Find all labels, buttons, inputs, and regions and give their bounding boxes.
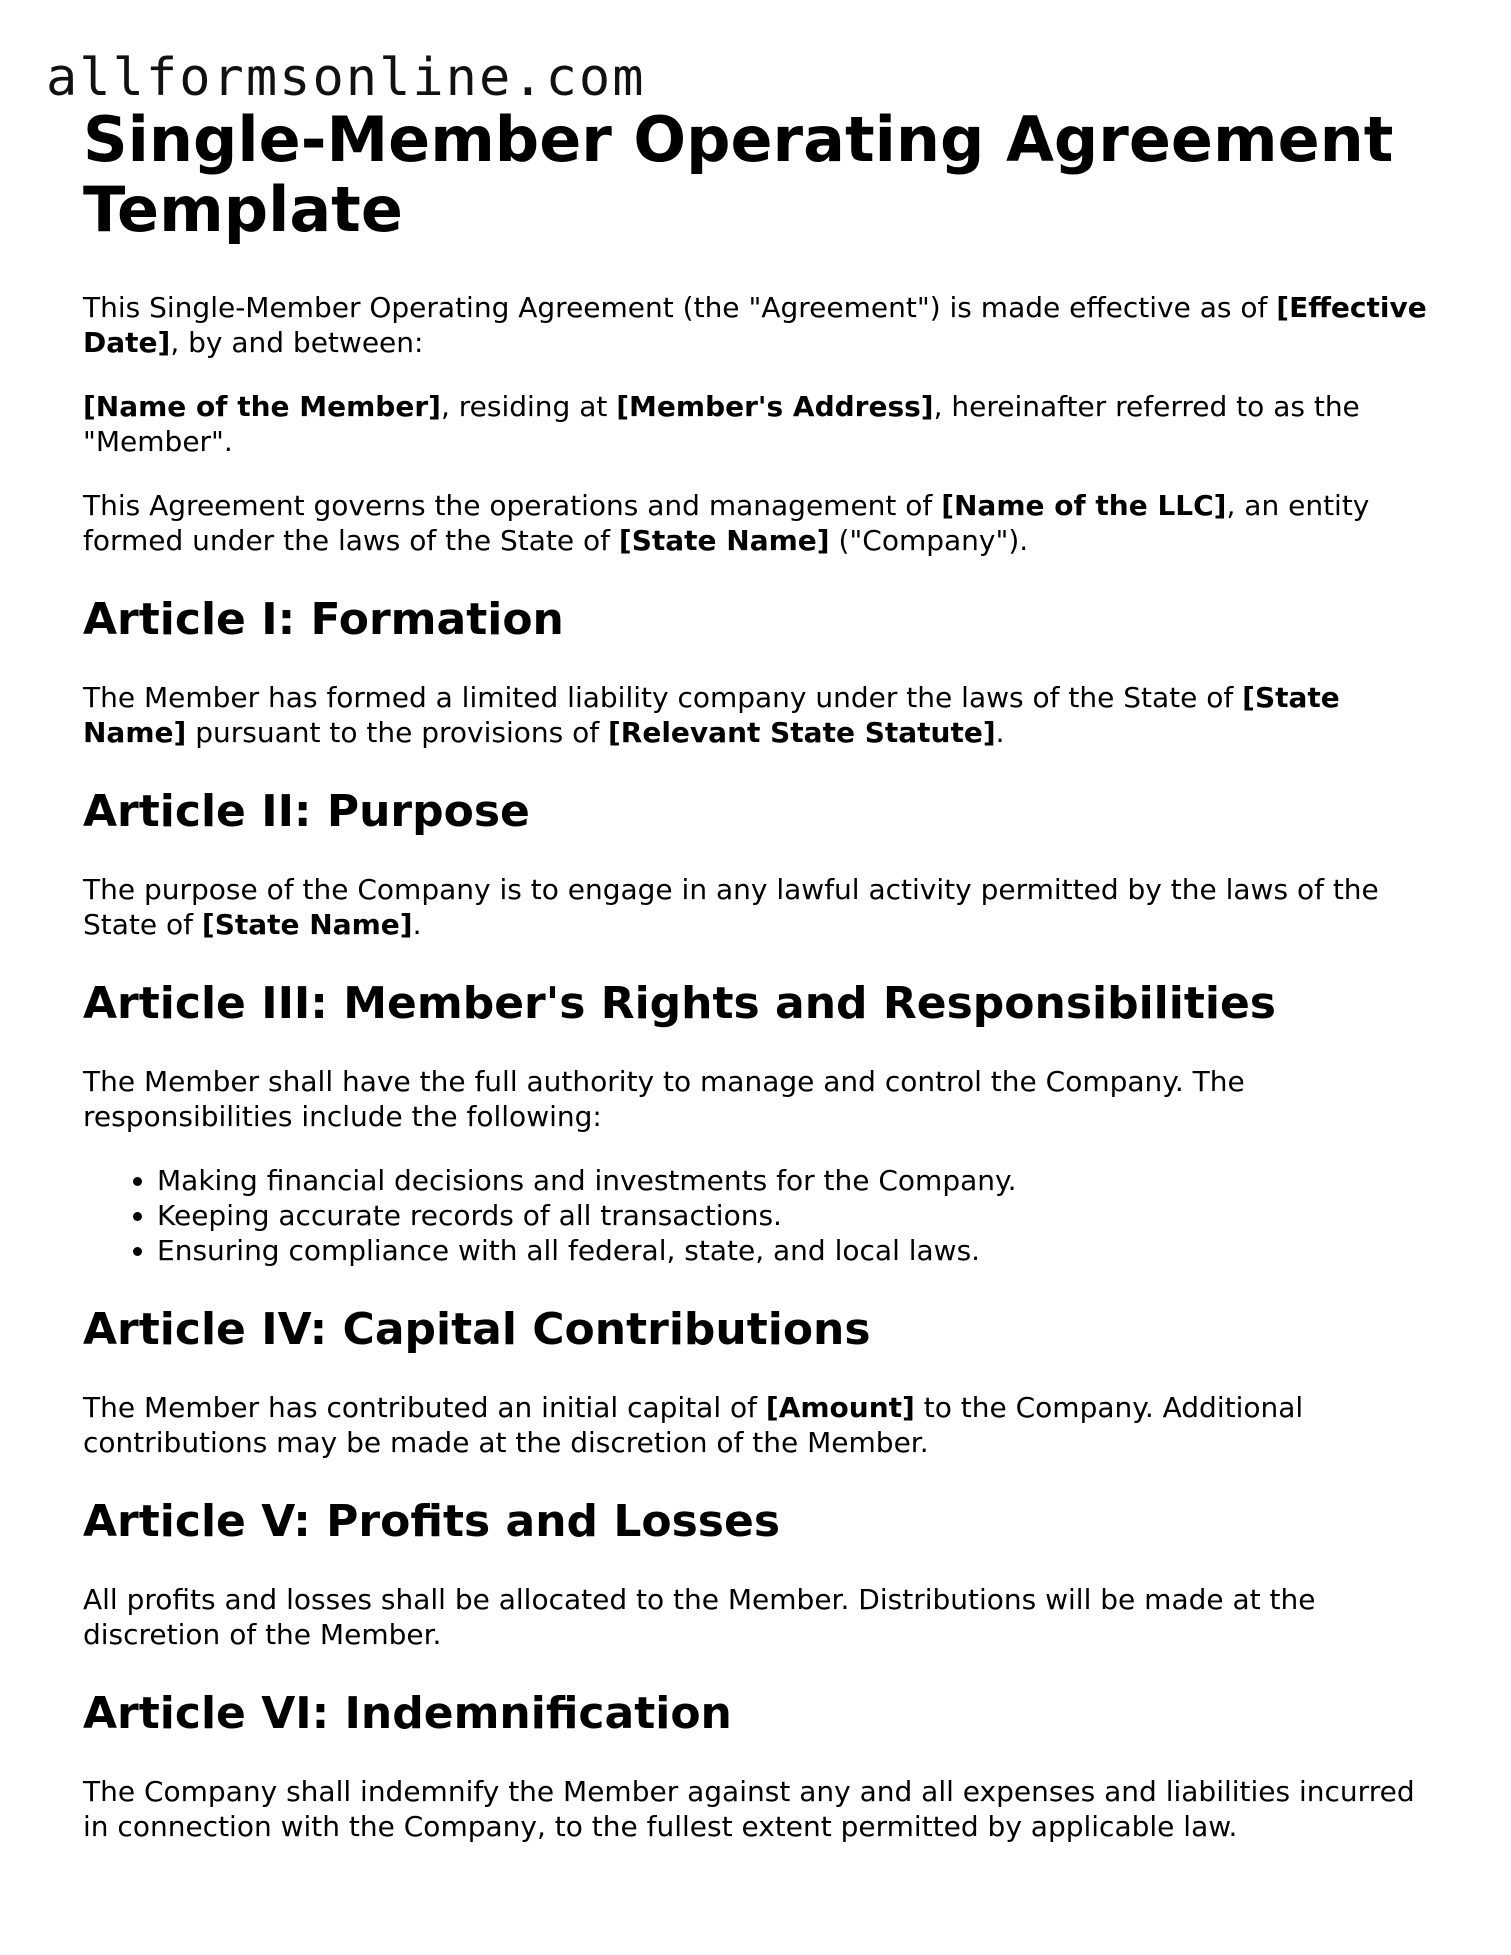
intro-paragraph-effective-date [83,290,1443,360]
intro-text: This Single-Member Operating Agreement (the "Agreement") is made effective as of [83,291,1277,324]
article-text: The Member has contributed an initial capital of [83,1391,766,1424]
document-title: Single-Member Operating Agreement Template [83,103,1394,246]
placeholder-member-name: [Name of the Member] [83,390,441,423]
article-body-profits: All profits and losses shall be allocated to the Member. Distributions will be made at the discretion of the Member. [83,1583,1316,1651]
article-heading-purpose: Article II: Purpose [83,786,530,837]
placeholder-member-address: [Member's Address] [616,390,934,423]
intro-text: , an entity formed under the laws of the State of [83,489,1370,557]
intro-text: , hereinafter referred to as the "Member". [83,390,1360,458]
article-heading-indemnification: Article VI: Indemnification [83,1688,732,1739]
watermark: allformsonline.com [46,48,646,108]
article-body-formation [83,680,1443,750]
placeholder-amount: [Amount] [765,1391,915,1424]
article-text: The Member has formed a limited liability company under the laws of the State of [83,681,1243,714]
placeholder-effective-date: [Effective Date] [83,291,1427,359]
placeholder-state-name: [State Name] [83,681,1340,749]
article-heading-capital: Article IV: Capital Contributions [83,1304,871,1355]
article-text: . [995,716,1005,749]
placeholder-state-name: [State Name] [201,908,413,941]
article-heading-rights: Article III: Member's Rights and Responsibilities [83,978,1276,1029]
intro-text: This Agreement governs the operations and management of [83,489,942,522]
list-item: • Keeping accurate records of all transactions. [157,1198,1443,1233]
placeholder-state-statute: [Relevant State Statute] [607,716,996,749]
article-text: . [412,908,422,941]
responsibilities-list [83,1163,1443,1268]
article-heading-formation: Article I: Formation [83,594,564,645]
article-body-purpose [83,872,1443,942]
article-text: to the Company. Additional contributions may be made at the discretion of the Member. [83,1391,1304,1459]
list-item: • Ensuring compliance with all federal, state, and local laws. [157,1233,1443,1268]
placeholder-state-name: [State Name] [618,524,830,557]
document-body [83,105,1443,1844]
placeholder-llc-name: [Name of the LLC] [941,489,1227,522]
article-text: pursuant to the provisions of [186,716,608,749]
intro-text: ("Company"). [829,524,1029,557]
article-body-rights: The Member shall have the full authority to manage and control the Company. The responsibilities include the following: [83,1065,1245,1133]
intro-text: , residing at [440,390,617,423]
article-text: The purpose of the Company is to engage in any lawful activity permitted by the laws of the State of [83,873,1379,941]
article-heading-profits: Article V: Profits and Losses [83,1496,781,1547]
intro-paragraph-company [83,488,1443,558]
article-body-capital [83,1390,1443,1460]
intro-text: , by and between: [170,326,424,359]
intro-paragraph-member [83,389,1443,459]
list-item: • Making financial decisions and investments for the Company. [157,1163,1443,1198]
article-body-indemnification: The Company shall indemnify the Member against any and all expenses and liabilities incurred in connection with the Company, to the fullest extent permitted by applicable law. [83,1775,1415,1843]
